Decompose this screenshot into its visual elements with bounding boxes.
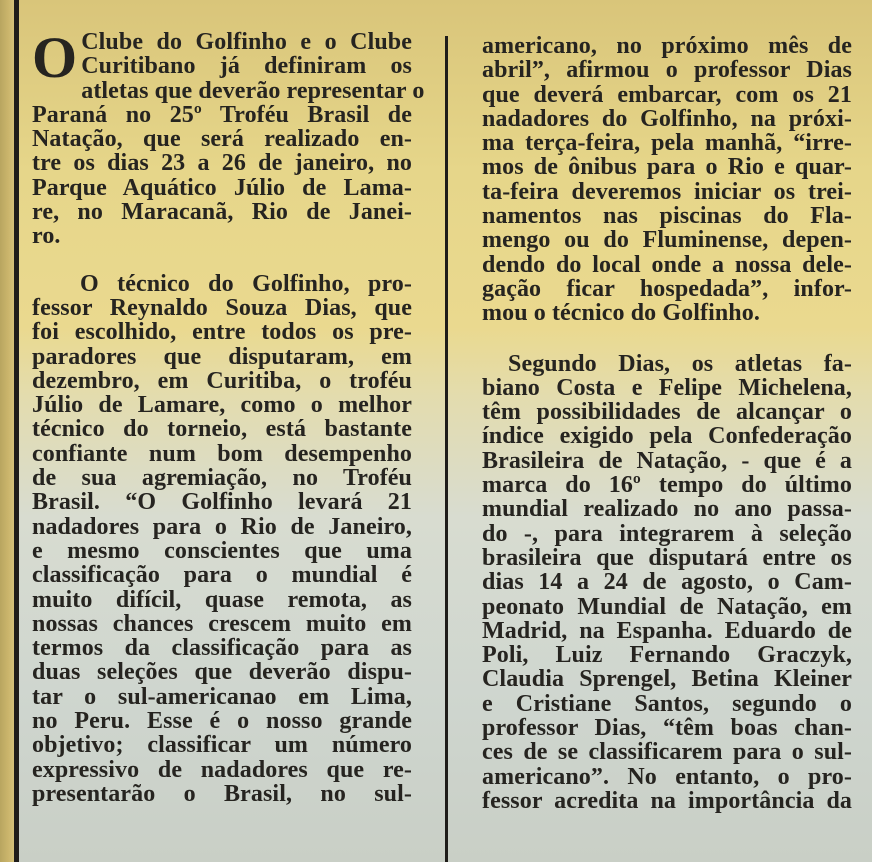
text-line: atletas que deverão representar o (81, 77, 425, 104)
text-line: brasileira que disputará entre os (482, 544, 852, 571)
text-line: gação ficar hospedada”, infor- (482, 275, 852, 302)
text-line: foi escolhido, entre todos os pre- (32, 319, 412, 346)
text-line: termos da classificação para as (32, 635, 412, 662)
paragraph-intro (32, 25, 425, 250)
text-line: O técnico do Golfinho, pro- (80, 270, 412, 297)
text-line: abril”, afirmou o professor Dias (482, 57, 852, 84)
text-line: e Cristiane Santos, segundo o (482, 690, 852, 717)
text-line: classificação para o mundial é (32, 562, 412, 589)
text-line: técnico do torneio, está bastante (32, 416, 412, 443)
text-line: Madrid, na Espanha. Eduardo de (482, 617, 852, 644)
text-line: fessor acredita na importância da (482, 787, 852, 814)
text-line: marca do 16º tempo do último (482, 472, 852, 499)
text-line: americano”. No entanto, o pro- (482, 763, 852, 790)
text-line: presentarão o Brasil, no sul- (32, 780, 412, 807)
text-line: ta-feira deveremos iniciar os trei- (482, 178, 852, 205)
column-rule-left (14, 0, 19, 862)
paragraph-coach (32, 272, 412, 807)
text-line: namentos nas piscinas do Fla- (482, 203, 852, 230)
text-line: peonato Mundial de Natação, em (482, 593, 852, 620)
text-line: nadadores do Golfinho, na próxi- (482, 105, 852, 132)
text-line: tar o sul-americanao em Lima, (32, 683, 412, 710)
text-line: paradores que disputaram, em (32, 343, 412, 370)
text-line: no Peru. Esse é o nosso grande (32, 708, 412, 735)
text-line: Claudia Sprengel, Betina Kleiner (482, 666, 852, 693)
text-line: dias 14 a 24 de agosto, o Cam- (482, 569, 852, 596)
text-line: Júlio de Lamare, como o melhor (32, 392, 412, 419)
text-line: americano, no próximo mês de (482, 33, 852, 59)
drop-cap: O (32, 25, 78, 90)
text-line: ma terça-feira, pela manhã, “irre- (482, 130, 852, 157)
text-line: Curitibano já definiram os (81, 53, 412, 80)
text-line: índice exigido pela Confederação (482, 423, 852, 450)
text-line: Parque Aquático Júlio de Lama- (32, 174, 412, 201)
text-line: nadadores para o Rio de Janeiro, (32, 513, 412, 540)
text-line: mos de ônibus para o Rio e quar- (482, 154, 852, 181)
text-line: nossas chances crescem muito em (32, 610, 412, 637)
text-line: têm possibilidades de alcançar o (482, 399, 852, 426)
text-line: re, no Maracanã, Rio de Janei- (32, 199, 412, 226)
text-line: Clube do Golfinho e o Clube (81, 29, 412, 55)
text-line: expressivo de nadadores que re- (32, 756, 412, 783)
column-rule-middle (445, 36, 448, 862)
text-line: biano Costa e Felipe Michelena, (482, 374, 852, 401)
text-line: fessor Reynaldo Souza Dias, que (32, 294, 412, 321)
text-line: que deverá embarcar, com os 21 (482, 81, 852, 108)
paper-edge (0, 0, 14, 862)
text-line: Natação, que será realizado en- (32, 126, 412, 153)
text-line: duas seleções que deverão dispu- (32, 659, 412, 686)
article-column-right (482, 34, 852, 839)
text-line: ces de se classificarem para o sul- (482, 739, 852, 766)
text-line: muito difícil, quase remota, as (32, 586, 412, 613)
text-line: ro. (32, 223, 61, 250)
text-line: de sua agremiação, no Troféu (32, 465, 412, 492)
text-line: dendo do local onde a nossa dele- (482, 251, 852, 278)
text-line: tre os dias 23 a 26 de janeiro, no (32, 150, 412, 177)
text-line: Paraná no 25º Troféu Brasil de (32, 101, 412, 128)
text-line: confiante num bom desempenho (32, 440, 412, 467)
text-line: dezembro, em Curitiba, o troféu (32, 367, 412, 394)
article-column-left (32, 25, 425, 829)
text-line: mundial realizado no ano passa- (482, 496, 852, 523)
text-line: Brasil. “O Golfinho levará 21 (32, 489, 412, 516)
text-line: do -, para integrarem à seleção (482, 520, 852, 547)
text-line: objetivo; classificar um número (32, 732, 412, 759)
text-line: mou o técnico do Golfinho. (482, 300, 760, 327)
text-line: Brasileira de Natação, - que é a (482, 447, 852, 474)
text-line: Poli, Luiz Fernando Graczyk, (482, 642, 852, 669)
paragraph-quote-continued (482, 34, 852, 326)
text-line: professor Dias, “têm boas chan- (482, 715, 852, 742)
paragraph-athletes (482, 352, 852, 814)
text-line: mengo ou do Fluminense, depen- (482, 227, 852, 254)
text-line: e mesmo conscientes que uma (32, 537, 412, 564)
text-line: Segundo Dias, os atletas fa- (508, 350, 852, 377)
